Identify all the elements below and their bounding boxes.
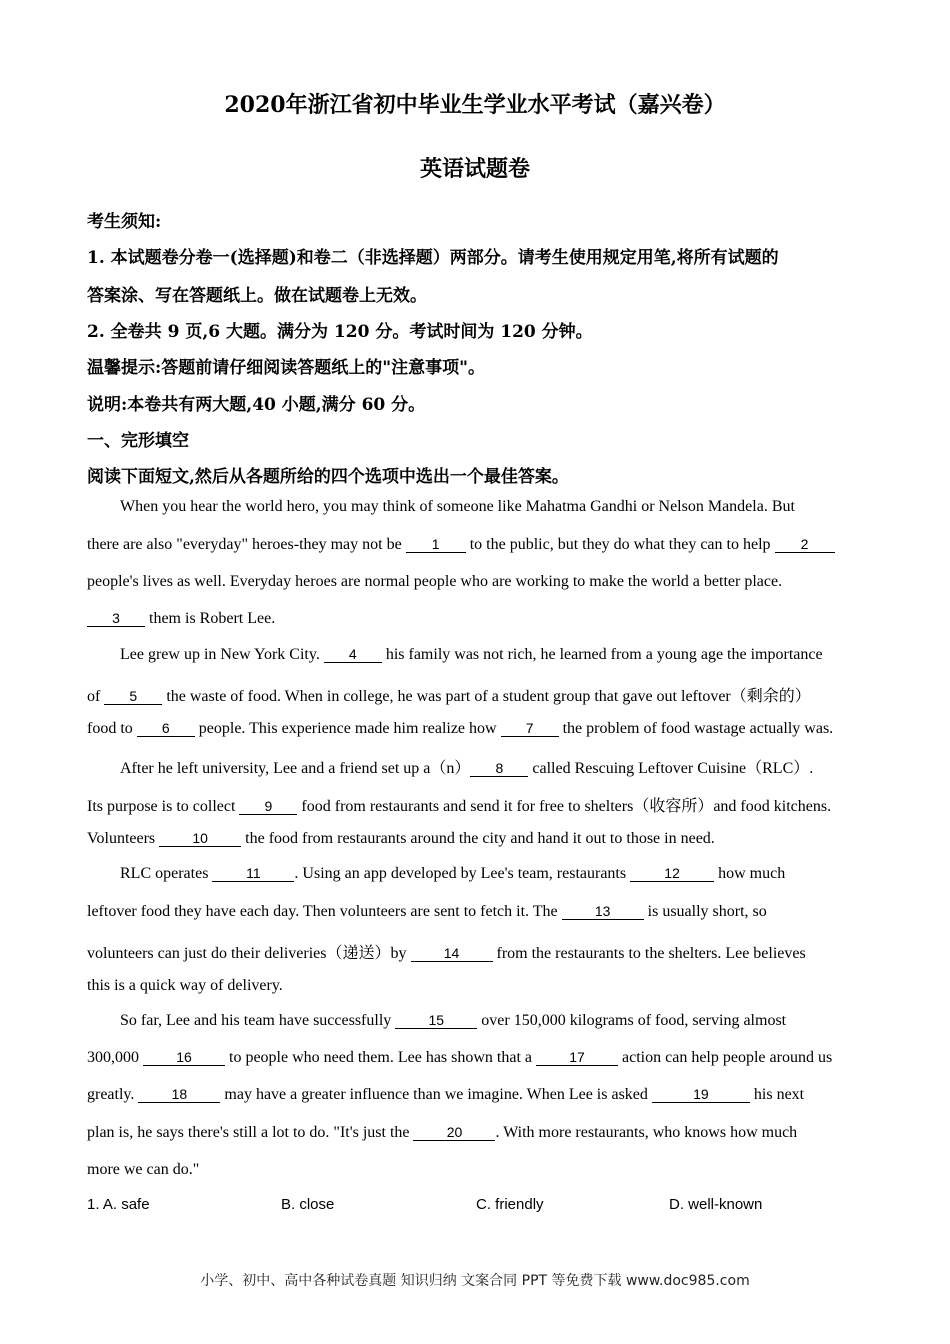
passage-text: the problem of food wastage actually was.: [558, 720, 834, 737]
passage-line: [120, 865, 785, 883]
blank-13: 13: [562, 904, 644, 920]
passage-text: leftover food they have each day. Then volunteers are sent to fetch it. The: [87, 903, 562, 920]
passage-line: [87, 793, 831, 816]
notes-line-3: 2. 全卷共 9 页,6 大题。满分为 120 分。考试时间为 120 分钟。: [87, 322, 593, 342]
option-b: B. close: [281, 1196, 335, 1213]
passage-text: . With more restaurants, who knows how much: [495, 1124, 798, 1141]
passage-line: [87, 1049, 832, 1067]
passage-text: volunteers can just do their deliveries（递送）by: [87, 945, 411, 962]
blank-15: 15: [395, 1013, 477, 1029]
passage-line: [87, 940, 806, 963]
passage-text: his next: [749, 1086, 805, 1103]
blank-1: 1: [406, 537, 466, 553]
blank-10: 10: [159, 831, 241, 847]
blank-4: 4: [324, 647, 382, 663]
notes-description: 说明:本卷共有两大题,40 小题,满分 60 分。: [87, 395, 426, 415]
passage-line: [87, 830, 715, 848]
passage-line: [120, 755, 813, 778]
passage-text: is usually short, so: [643, 903, 767, 920]
passage-line: [87, 1161, 199, 1179]
passage-text: called Rescuing Leftover Cuisine（RLC）.: [528, 760, 814, 777]
passage-text: may have a greater influence than we imagine. When Lee is asked: [220, 1086, 652, 1103]
passage-line: [87, 536, 835, 554]
passage-text: his family was not rich, he learned from a young age the importance: [381, 646, 823, 663]
notes-line-2: 答案涂、写在答题纸上。做在试题卷上无效。: [87, 286, 427, 306]
passage-line: [87, 720, 833, 738]
passage-text: from the restaurants to the shelters. Lee believes: [492, 945, 806, 962]
blank-5: 5: [104, 689, 162, 705]
passage-text: Its purpose is to collect: [87, 798, 240, 815]
notes-heading: 考生须知:: [87, 212, 162, 232]
passage-line: [120, 1012, 786, 1030]
section-title: 一、完形填空: [87, 431, 189, 451]
notes-tip: 温馨提示:答题前请仔细阅读答题纸上的"注意事项"。: [87, 358, 485, 378]
exam-title: 2020年浙江省初中毕业生学业水平考试（嘉兴卷）: [224, 92, 726, 118]
blank-7: 7: [501, 721, 559, 737]
passage-text: to people who need them. Lee has shown that a: [225, 1049, 537, 1066]
footer-text: 小学、初中、高中各种试卷真题 知识归纳 文案合同 PPT 等免费下载 www.doc985.com: [200, 1273, 750, 1289]
blank-2: 2: [775, 537, 835, 553]
passage-line: [87, 683, 811, 706]
blank-20: 20: [413, 1125, 495, 1141]
passage-line: [87, 573, 782, 591]
blank-17: 17: [536, 1050, 618, 1066]
blank-12: 12: [630, 866, 714, 882]
option-a: 1. A. safe: [87, 1196, 150, 1213]
passage-text: there are also "everyday" heroes-they may not be: [87, 536, 406, 553]
passage-text: After he left university, Lee and a friend set up a（n）: [120, 760, 471, 777]
passage-text: When you hear the world hero, you may think of someone like Mahatma Gandhi or Nelson Mandela. But: [120, 498, 795, 515]
passage-text: how much: [714, 865, 786, 882]
blank-19: 19: [652, 1087, 750, 1103]
passage-text: them is Robert Lee.: [145, 610, 276, 627]
passage-text: So far, Lee and his team have successfully: [120, 1012, 396, 1029]
passage-text: over 150,000 kilograms of food, serving almost: [477, 1012, 787, 1029]
passage-text: action can help people around us: [618, 1049, 833, 1066]
passage-line: [87, 610, 275, 628]
passage-line: [120, 646, 823, 664]
blank-8: 8: [470, 761, 528, 777]
passage-text: 300,000: [87, 1049, 143, 1066]
blank-18: 18: [138, 1087, 220, 1103]
passage-text: RLC operates: [120, 865, 213, 882]
passage-text: people's lives as well. Everyday heroes are normal people who are working to make the world a better place.: [87, 573, 783, 590]
passage-text: plan is, he says there's still a lot to do. "It's just the: [87, 1124, 414, 1141]
passage-text: this is a quick way of delivery.: [87, 977, 283, 994]
exam-subtitle: 英语试题卷: [419, 156, 530, 182]
passage-text: Volunteers: [87, 830, 160, 847]
passage-text: . Using an app developed by Lee's team, restaurants: [294, 865, 631, 882]
passage-text: the waste of food. When in college, he was part of a student group that gave out leftover（剩余的）: [162, 688, 811, 705]
notes-line-1: 1. 本试题卷分卷一(选择题)和卷二（非选择题）两部分。请考生使用规定用笔,将所有试题的: [87, 248, 779, 268]
option-d: D. well-known: [669, 1196, 763, 1213]
passage-text: food to: [87, 720, 137, 737]
passage-text: more we can do.": [87, 1161, 200, 1178]
blank-14: 14: [411, 946, 493, 962]
passage-line: [120, 498, 795, 516]
passage-line: [87, 1086, 804, 1104]
blank-6: 6: [137, 721, 195, 737]
section-instruction: 阅读下面短文,然后从各题所给的四个选项中选出一个最佳答案。: [87, 467, 569, 487]
blank-9: 9: [239, 799, 297, 815]
passage-text: food from restaurants and send it for free to shelters（收容所）and food kitchens.: [297, 798, 832, 815]
passage-text: of: [87, 688, 105, 705]
passage-line: [87, 903, 767, 921]
passage-text: greatly.: [87, 1086, 139, 1103]
passage-text: the food from restaurants around the city and hand it out to those in need.: [241, 830, 715, 847]
blank-11: 11: [212, 866, 294, 882]
passage-text: to the public, but they do what they can to help: [465, 536, 775, 553]
passage-line: [87, 977, 283, 995]
blank-16: 16: [143, 1050, 225, 1066]
passage-line: [87, 1124, 797, 1142]
passage-text: people. This experience made him realize how: [194, 720, 501, 737]
blank-3: 3: [87, 611, 145, 627]
passage-text: Lee grew up in New York City.: [120, 646, 324, 663]
option-c: C. friendly: [476, 1196, 544, 1213]
